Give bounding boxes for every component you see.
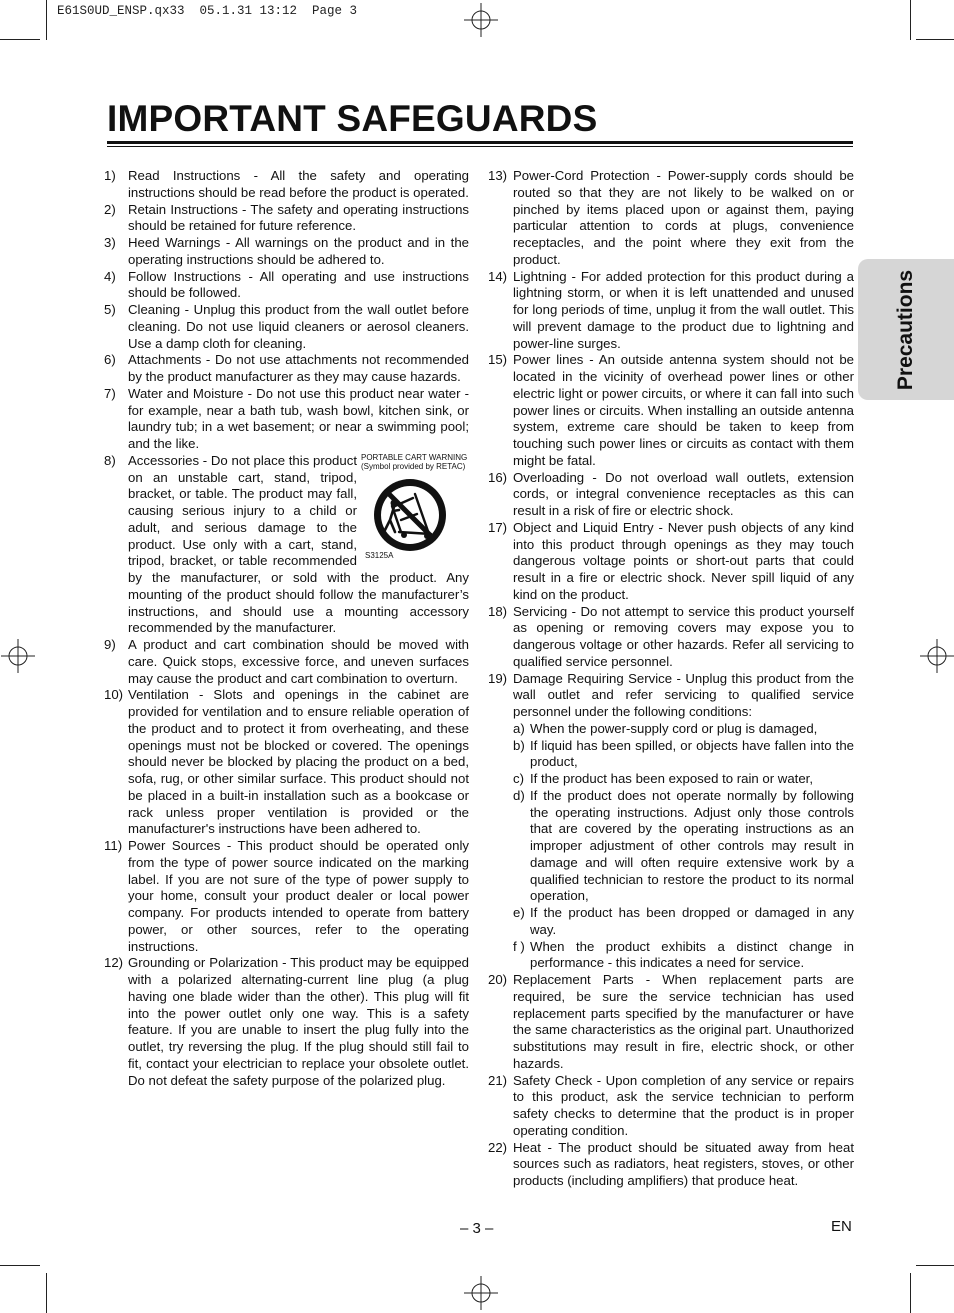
item-text: Accessories - Do not place this product on an unstable cart, stand, tripod, bracket, or table. The product may fall, causing serious injury to a child or adult, and serious damage to the product. Use only with a cart, stand, tripod, bracket, or table recommended by the manufacturer, or sold with the product. Any mounting of the product should follow the manufacturer’s instructions, and should use a mounting accessory recommended by the manufacturer. <box>128 452 469 636</box>
crop-mark-top-left-v <box>46 0 47 40</box>
list-item <box>104 269 469 303</box>
sub-item-text: When the product exhibits a distinct change in performance - this indicates a need for service. <box>530 938 854 971</box>
right-column <box>488 168 854 1190</box>
registration-mark-bottom-icon <box>464 1276 498 1310</box>
sub-item <box>513 721 854 738</box>
portable-cart-warning-icon <box>371 476 449 554</box>
item-number: 21) <box>488 1072 508 1088</box>
item-number: 17) <box>488 519 508 535</box>
item-text: Water and Moisture - Do not use this product near water - for example, near a bath tub, wash bowl, kitchen sink, or laundry tub; in a wet basement; or near a swimming pool; and the like. <box>128 385 469 451</box>
sub-item <box>513 771 854 788</box>
list-item <box>104 453 469 637</box>
item-text: Lightning - For added protection for this product during a lightning storm, or when it is left unattended and unused for long periods of time, unplug it from the wall outlet. This will prevent damage to the product due to lightning and power-line surges. <box>513 268 854 351</box>
title-rule-thick <box>107 141 853 144</box>
page-number: – 3 – <box>460 1220 494 1237</box>
item-number: 3) <box>104 235 116 250</box>
item-text: Heed Warnings - All warnings on the product and in the operating instructions should be adhered to. <box>128 235 469 267</box>
item-number: 18) <box>488 603 508 619</box>
item-text: Damage Requiring Service - Unplug this product from the wall outlet and refer servicing to qualified service personnel under the following conditions: <box>513 670 854 719</box>
item-text: Power Sources - This product should be operated only from the type of power source indicated on the marking label. If you are not sure of the type of power supply to your home, consult your product dealer or local power company. For products intended to operate from battery power, or other sources, refer to the operating instructions. <box>128 838 469 954</box>
item-number: 12) <box>104 955 124 971</box>
item-number: 14) <box>488 268 508 284</box>
list-item <box>488 470 854 520</box>
list-item <box>488 168 854 269</box>
list-item <box>104 687 469 838</box>
crop-mark-bottom-right-h <box>916 1265 954 1266</box>
item-number: 20) <box>488 972 508 987</box>
item-text: Follow Instructions - All operating and use instructions should be followed. <box>128 268 469 301</box>
list-item <box>104 955 469 1089</box>
left-column <box>104 168 469 1089</box>
sub-item-text: When the power-supply cord or plug is damaged, <box>530 720 818 736</box>
list-item <box>488 1073 854 1140</box>
language-code: EN <box>831 1218 852 1235</box>
item-number: 16) <box>488 469 508 485</box>
item-number: 11) <box>104 838 123 853</box>
item-text: Attachments - Do not use attachments not recommended by the product manufacturer as they may cause hazards. <box>128 352 469 384</box>
item-text: A product and cart combination should be moved with care. Quick stops, excessive force, and uneven surfaces may cause the product and cart combination to overturn. <box>128 637 469 686</box>
list-item <box>104 202 469 236</box>
list-item <box>104 302 469 352</box>
list-item <box>488 352 854 469</box>
item-number: 15) <box>488 352 508 368</box>
cart-warning-source: (Symbol provided by RETAC) <box>361 462 466 472</box>
cart-warning-caption: PORTABLE CART WARNING <box>361 452 468 462</box>
sub-item-text: If the product has been dropped or damaged in any way. <box>530 905 854 937</box>
item-text: Heat - The product should be situated away from heat sources such as radiators, heat registers, stoves, or other products (including amplifiers) that produce heat. <box>513 1139 854 1188</box>
print-slug: E61S0UD_ENSP.qx33 05.1.31 13:12 Page 3 <box>57 4 358 18</box>
sub-item-text: If the product has been exposed to rain or water, <box>530 771 813 786</box>
registration-mark-right-icon <box>920 639 954 673</box>
sub-item <box>513 788 854 905</box>
crop-mark-bottom-right-v <box>910 1273 911 1313</box>
item-text: Object and Liquid Entry - Never push objects of any kind into this product through openings as they may touch dangerous voltage points or short-out parts that could result in a fire or electric shock. Never spill liquid of any kind on the product. <box>513 519 854 602</box>
item-text: Retain Instructions - The safety and operating instructions should be retained for future reference. <box>128 201 469 234</box>
sub-item <box>513 905 854 939</box>
item-number: 5) <box>104 302 116 317</box>
item-text: Servicing - Do not attempt to service this product yourself as opening or removing covers may expose you to dangerous voltage or other hazards. Refer all servicing to qualified service personnel. <box>513 603 854 669</box>
item-text: Power-Cord Protection - Power-supply cords should be routed so that they are not likely to be walked on or pinched by items placed upon or against them, paying particular attention to cords at plugs, convenience receptacles, and the point where they exit from the product. <box>513 168 854 267</box>
section-tab-label: Precautions <box>894 269 917 391</box>
list-item <box>488 520 854 604</box>
item-number: 8) <box>104 452 116 468</box>
list-item <box>104 352 469 386</box>
list-item <box>488 604 854 671</box>
sub-item-letter: d) <box>513 787 525 803</box>
item-number: 4) <box>104 268 116 284</box>
item-text: Safety Check - Upon completion of any service or repairs to this product, ask the service technician to perform safety checks to determine that the product is in proper operating condition. <box>513 1072 854 1138</box>
list-item <box>488 972 854 1073</box>
item-text: Replacement Parts - When replacement parts are required, be sure the service technician has used replacement parts specified by the manufacturer or have the same characteristics as the original part. Unauthorized substitutions may result in fire, electric shock, or other hazards. <box>513 972 854 1071</box>
item-number: 9) <box>104 637 116 652</box>
item-number: 6) <box>104 352 116 368</box>
item-text: Read Instructions - All the safety and operating instructions should be read before the product is operated. <box>128 168 469 200</box>
cart-warning-code: S3125A <box>365 551 394 560</box>
crop-mark-bottom-left-v <box>46 1273 47 1313</box>
crop-mark-top-left-h <box>0 39 40 40</box>
cart-warning-figure <box>361 453 469 565</box>
list-item <box>104 637 469 687</box>
crop-mark-top-right-v <box>910 0 911 40</box>
item-text: Ventilation - Slots and openings in the cabinet are provided for ventilation and to ensure reliable operation of the product and to protect it from overheating, and these openings must not be blocked or covered. The openings should never be blocked by placing the product on a bed, sofa, rug, or other similar surface. This product should not be placed in a built-in installation such as a bookcase or rack unless proper ventilation is provided or the manufacturer's instructions have been adhered to. <box>128 687 469 837</box>
item-number: 13) <box>488 168 508 183</box>
sub-item-letter: a) <box>513 720 525 736</box>
sub-item-letter: f ) <box>513 938 525 954</box>
list-item <box>488 671 854 721</box>
item-number: 1) <box>104 168 116 183</box>
list-item <box>488 1140 854 1190</box>
item-text: Overloading - Do not overload wall outlets, extension cords, or integral convenience receptacles as this can result in a risk of fire or electric shock. <box>513 469 854 518</box>
list-item <box>104 235 469 269</box>
list-item <box>104 168 469 202</box>
item-text: Cleaning - Unplug this product from the wall outlet before cleaning. Do not use liquid cleaners or aerosol cleaners. Use a damp cloth for cleaning. <box>128 302 469 351</box>
item-number: 2) <box>104 201 116 217</box>
item-number: 10) <box>104 687 124 703</box>
item-number: 22) <box>488 1139 508 1155</box>
crop-mark-bottom-left-h <box>0 1265 40 1266</box>
list-item <box>104 838 469 955</box>
sub-item <box>513 738 854 772</box>
crop-mark-top-right-h <box>916 39 954 40</box>
list-item <box>104 386 469 453</box>
sub-item-text: If liquid has been spilled, or objects have fallen into the product, <box>530 737 854 770</box>
page-title: IMPORTANT SAFEGUARDS <box>107 98 598 139</box>
sub-item-letter: b) <box>513 737 525 753</box>
registration-mark-left-icon <box>1 639 35 673</box>
item-number: 7) <box>104 385 116 401</box>
sub-item <box>513 939 854 973</box>
list-item <box>488 269 854 353</box>
sub-item-letter: c) <box>513 771 524 786</box>
title-rule-thin <box>107 146 853 147</box>
item-text: Grounding or Polarization - This product may be equipped with a polarized alternating-current line plug (a plug having one blade wider than the other). This plug will fit into the power outlet only one way. This is a safety feature. If you are unable to insert the plug fully into the outlet, try reversing the plug. If the plug should still fail to fit, contact your electrician to replace your obsolete outlet. Do not defeat the safety purpose of the polarized plug. <box>128 955 469 1088</box>
registration-mark-top-icon <box>464 3 498 37</box>
item-number: 19) <box>488 670 508 686</box>
item-text: Power lines - An outside antenna system should not be located in the vicinity of overhead power lines or other electric light or power circuits, or where it can fall into such power lines or circuits. When installing an outside antenna system, extreme care should be taken to keep from touching such power lines or circuits as contact with them might be fatal. <box>513 352 854 468</box>
item-body <box>128 453 469 637</box>
sub-item-letter: e) <box>513 905 525 920</box>
sub-item-text: If the product does not operate normally by following the operating instructions. Adjust only those controls that are covered by the operating instructions as an improper adjustment of other controls may result in damage and will often require extensive work by a qualified technician to restore the product to its normal operation, <box>530 787 854 904</box>
